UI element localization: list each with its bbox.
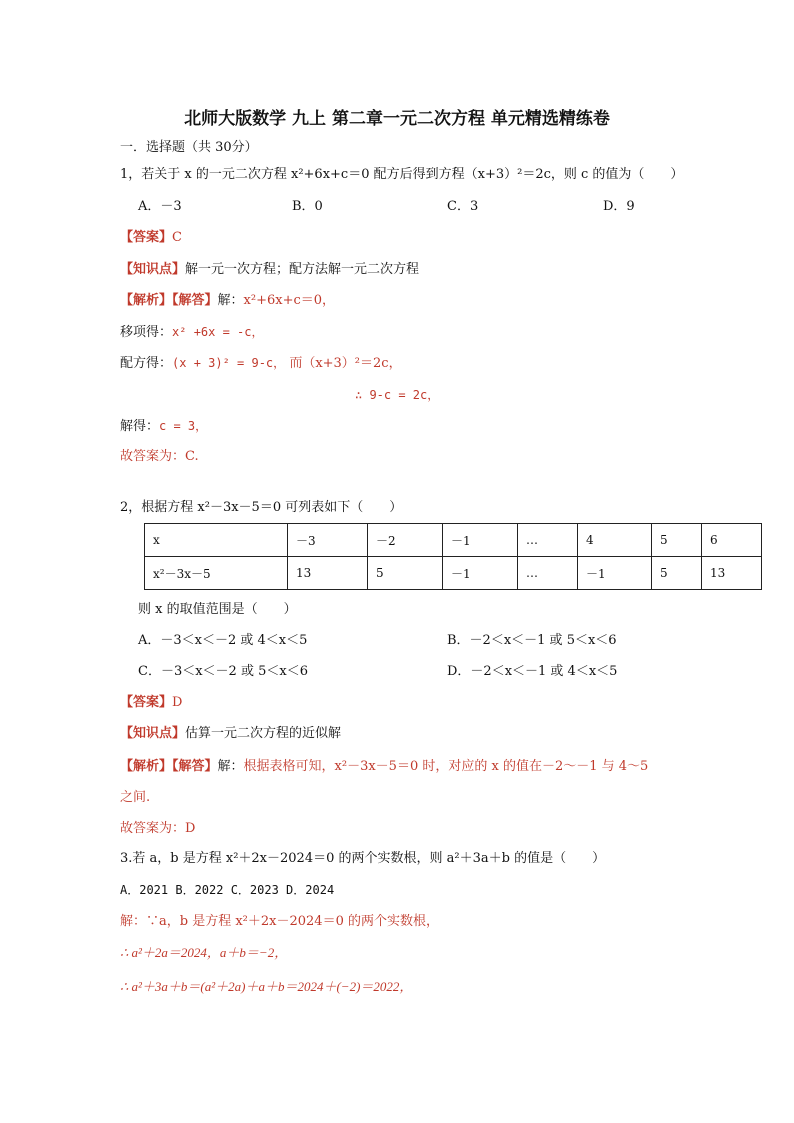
table-row <box>145 524 762 557</box>
q1-complete-line <box>120 354 402 373</box>
q3-solution-line2: ∴ a²＋2a＝2024，a＋b＝−2， <box>120 945 288 960</box>
q1-move-label: 移项得： <box>120 325 173 340</box>
q2-value-table <box>144 523 762 590</box>
table-cell: －1 <box>443 557 518 590</box>
q1-analysis-eq: x²+6x+c＝0， <box>243 293 336 308</box>
analysis-tag: 【解析】【解答】 <box>120 759 218 774</box>
q1-stem: 1，若关于 x 的一元二次方程 x²+6x+c＝0 配方后得到方程（x+3）²＝2c，则 c 的值为（ ） <box>120 167 684 182</box>
q2-answer-line <box>120 694 182 712</box>
q1-answer: C <box>172 230 182 245</box>
q1-knowledge-line <box>120 261 419 279</box>
table-cell: 5 <box>368 557 443 590</box>
table-row <box>145 557 762 590</box>
q3-options: A．2021 B．2022 C．2023 D．2024 <box>120 883 335 897</box>
table-cell: －3 <box>288 524 368 557</box>
q1-option-b: B．0 <box>292 199 323 214</box>
q1-complete-tail: 而（x+3）²＝2c， <box>289 356 402 371</box>
q1-solve-line <box>120 417 207 436</box>
q1-knowledge: 解一元一次方程；配方法解一元二次方程 <box>185 262 420 277</box>
q2-analysis-line <box>120 758 648 776</box>
table-cell: x <box>145 524 288 557</box>
knowledge-tag: 【知识点】 <box>120 262 186 277</box>
q2-stem: 2，根据方程 x²－3x－5＝0 可列表如下（ ） <box>120 500 403 515</box>
q1-option-d: D．9 <box>603 199 635 214</box>
q2-option-b: B．－2＜x＜－1 或 5＜x＜6 <box>447 633 617 648</box>
answer-tag: 【答案】 <box>120 695 173 710</box>
q1-solve-label: 解得： <box>120 419 160 434</box>
table-cell: 4 <box>578 524 652 557</box>
table-cell: －1 <box>443 524 518 557</box>
q2-answer: D <box>172 695 183 710</box>
q3-stem: 3.若 a，b 是方程 x²＋2x－2024＝0 的两个实数根，则 a²＋3a＋b 的值是（ ） <box>120 851 606 866</box>
q1-answer-line <box>120 229 182 247</box>
q2-option-d: D．－2＜x＜－1 或 4＜x＜5 <box>447 664 618 679</box>
q2-option-a: A．－3＜x＜－2 或 4＜x＜5 <box>138 633 308 648</box>
q2-analysis-line1: 根据表格可知，x²－3x－5＝0 时，对应的 x 的值在－2～－1 与 4～5 <box>243 759 649 774</box>
table-cell: －2 <box>368 524 443 557</box>
analysis-tag: 【解析】【解答】 <box>120 293 218 308</box>
table-cell: 13 <box>288 557 368 590</box>
q3-solution-line3: ∴ a²＋3a＋b＝(a²＋2a)＋a＋b＝2024＋(−2)＝2022， <box>120 979 413 994</box>
section-heading: 一．选择题（共 30分） <box>120 140 258 155</box>
jie-label: 解： <box>217 759 244 774</box>
q2-conclusion: 故答案为：D <box>120 821 196 836</box>
answer-tag: 【答案】 <box>120 230 173 245</box>
knowledge-tag: 【知识点】 <box>120 726 186 741</box>
q1-complete-eq: (x + 3)² = 9-c， <box>172 356 286 370</box>
table-cell: 13 <box>702 557 762 590</box>
q1-solve-eq: c = 3， <box>159 419 208 433</box>
q2-knowledge-line <box>120 725 341 743</box>
q1-move-eq: x² +6x = -c， <box>172 325 264 339</box>
table-cell: x²－3x－5 <box>145 557 288 590</box>
q2-prompt: 则 x 的取值范围是（ ） <box>138 602 297 617</box>
q1-move-line <box>120 323 264 342</box>
q1-option-a: A．－3 <box>138 199 182 214</box>
jie-label: 解： <box>217 293 244 308</box>
q3-solution-line1-wrap <box>120 913 439 931</box>
table-cell: … <box>518 557 578 590</box>
table-cell: －1 <box>578 557 652 590</box>
table-cell: … <box>518 524 578 557</box>
jie-label: 解： <box>120 914 147 929</box>
table-cell: 6 <box>702 524 762 557</box>
q3-solution-line1: ∵a，b 是方程 x²＋2x－2024＝0 的两个实数根， <box>146 914 439 929</box>
q1-analysis-line <box>120 292 335 310</box>
table-cell: 5 <box>652 524 702 557</box>
q2-knowledge: 估算一元二次方程的近似解 <box>185 726 342 741</box>
q2-option-c: C．－3＜x＜－2 或 5＜x＜6 <box>138 664 308 679</box>
q1-therefore: ∴ 9-c = 2c， <box>355 388 440 402</box>
q1-option-c: C．3 <box>447 199 479 214</box>
q2-analysis-line2: 之间. <box>120 790 151 805</box>
q1-complete-label: 配方得： <box>120 356 173 371</box>
table-cell: 5 <box>652 557 702 590</box>
page-title: 北师大版数学 九上 第二章一元二次方程 单元精选精练卷 <box>184 109 610 129</box>
q1-conclusion: 故答案为：C. <box>120 449 199 464</box>
